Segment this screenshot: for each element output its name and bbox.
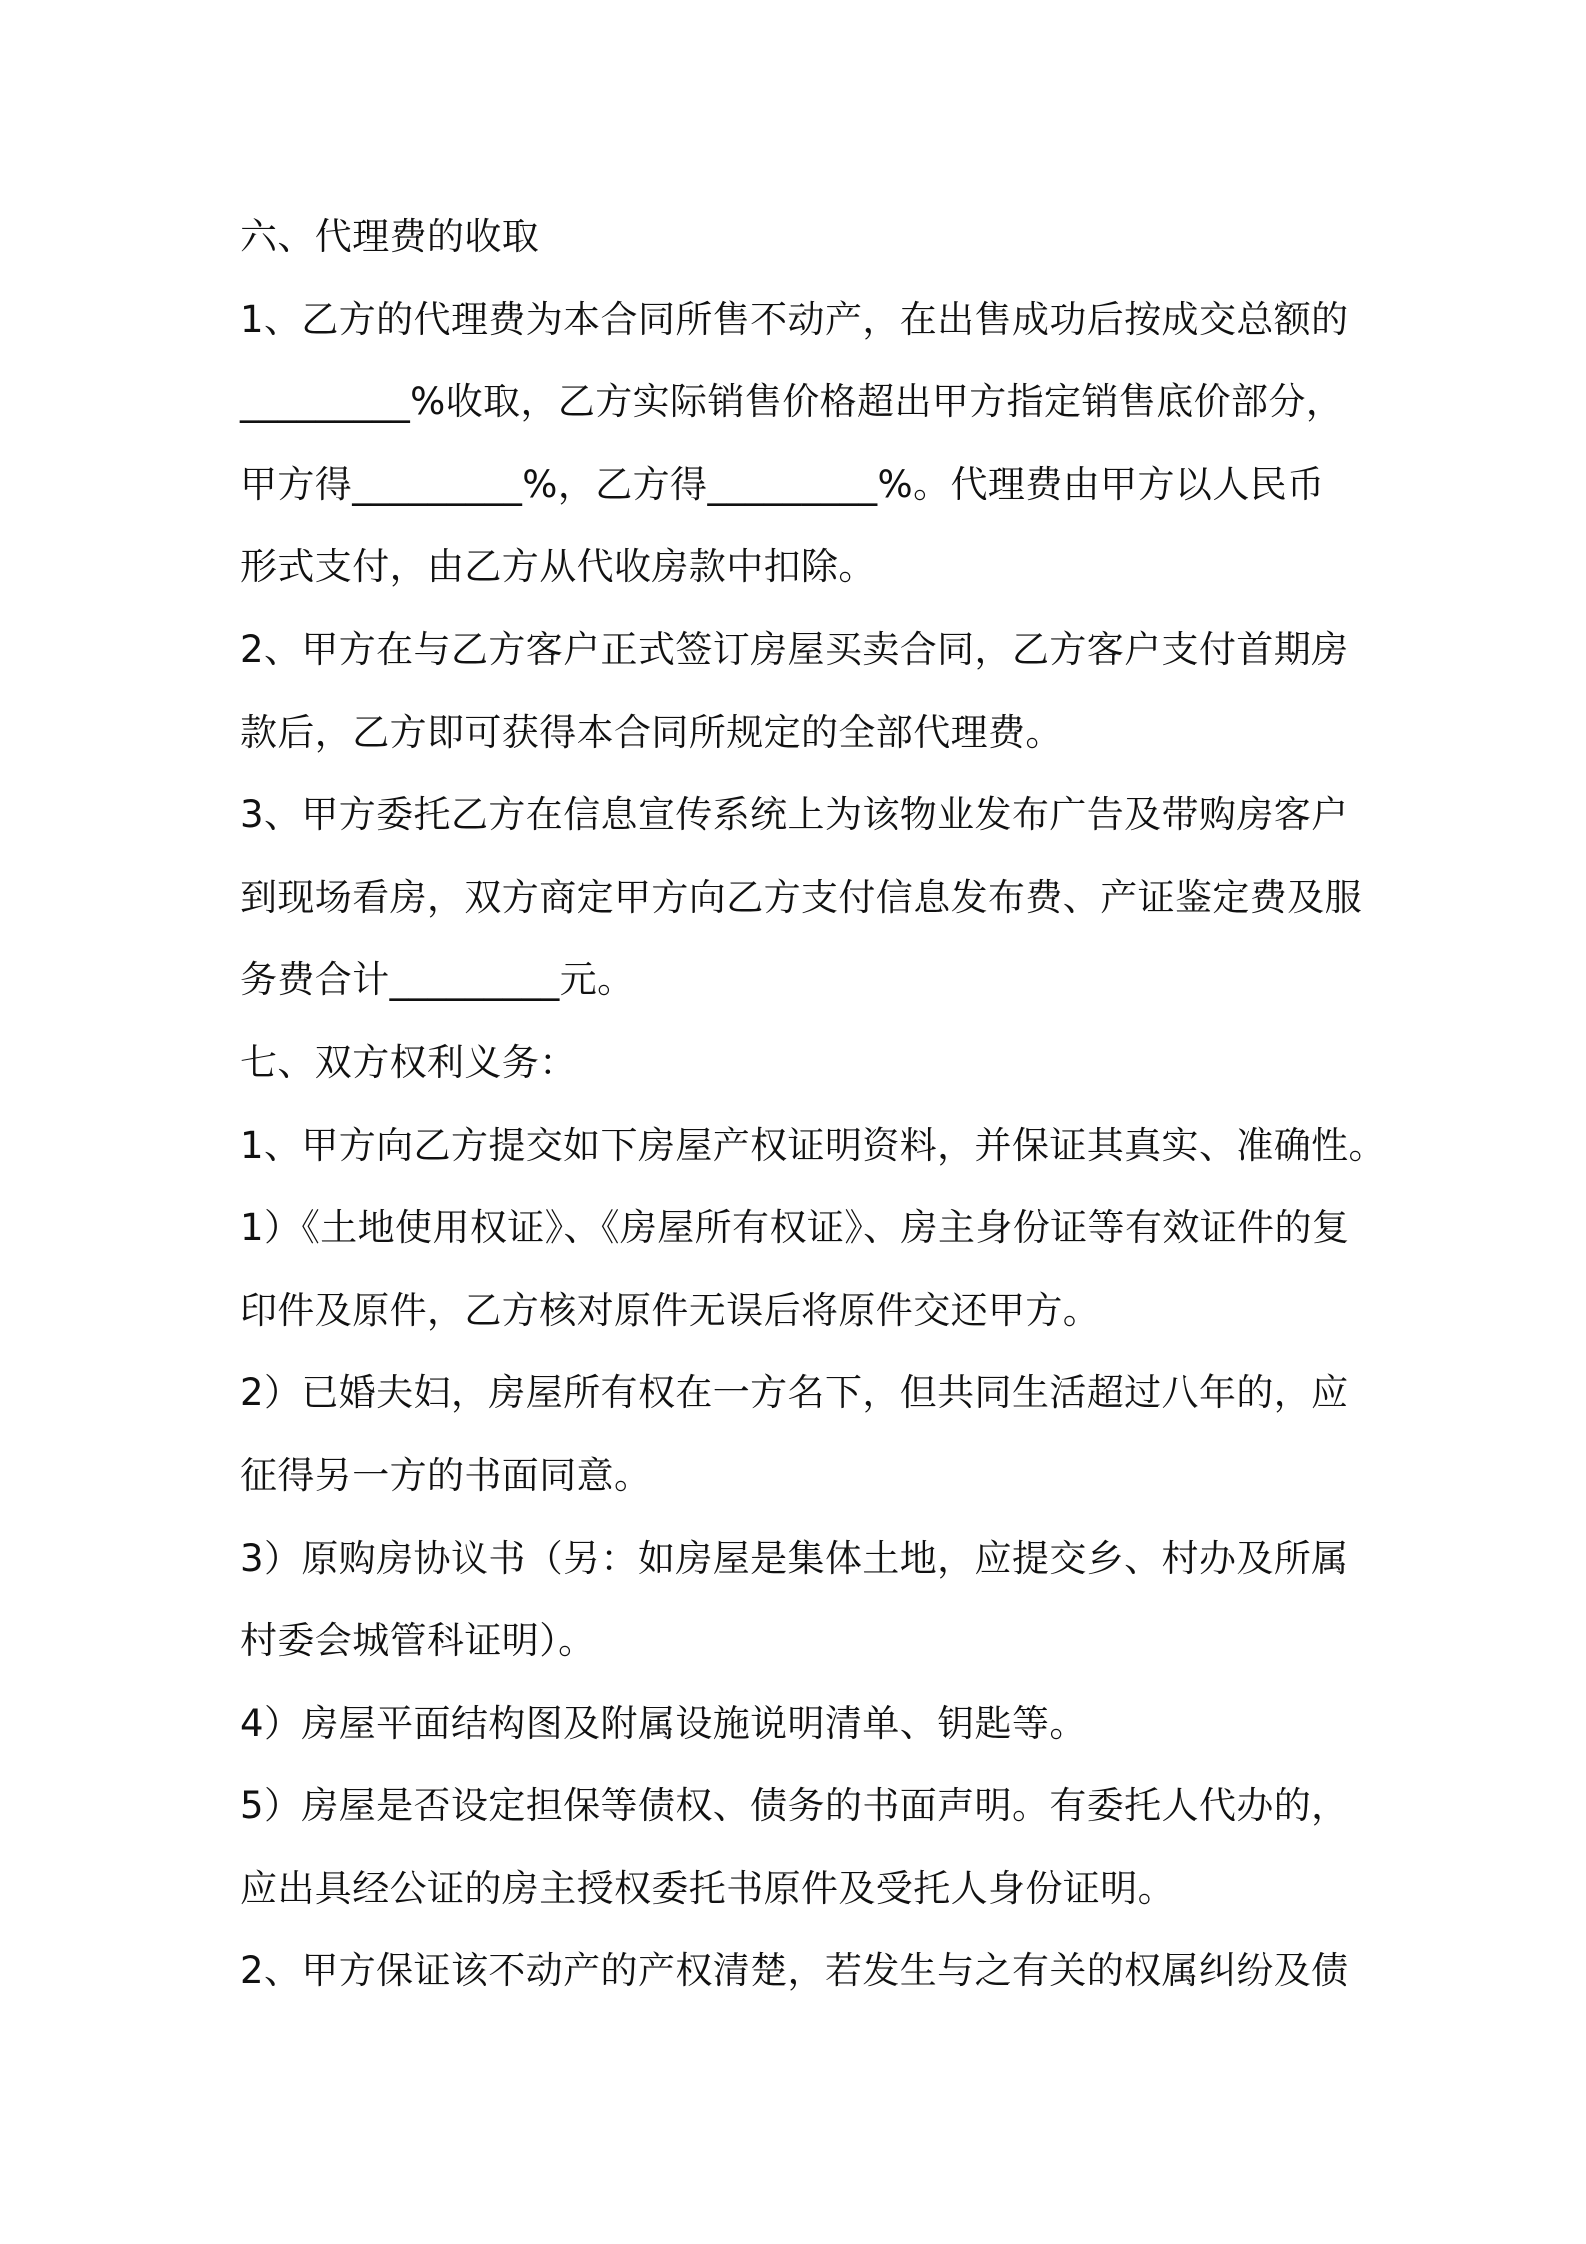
paragraph-line: 3）原购房协议书（另：如房屋是集体土地，应提交乡、村办及所属 <box>240 1536 1349 1580</box>
paragraph-line: 形式支付，由乙方从代收房款中扣除。 <box>240 545 876 589</box>
paragraph-line: 2）已婚夫妇，房屋所有权在一方名下，但共同生活超过八年的，应 <box>240 1371 1349 1415</box>
paragraph-line: 印件及原件，乙方核对原件无误后将原件交还甲方。 <box>240 1288 1101 1332</box>
paragraph-line: 到现场看房，双方商定甲方向乙方支付信息发布费、产证鉴定费及服 <box>240 875 1362 919</box>
paragraph-line: 甲方得_________%，乙方得_________%。代理费由甲方以人民币 <box>240 462 1325 506</box>
paragraph-line: 征得另一方的书面同意。 <box>240 1453 652 1497</box>
paragraph-line: 1、甲方向乙方提交如下房屋产权证明资料，并保证其真实、准确性。 <box>240 1123 1386 1167</box>
paragraph-line: 5）房屋是否设定担保等债权、债务的书面声明。有委托人代办的， <box>240 1784 1349 1828</box>
paragraph-line: 应出具经公证的房主授权委托书原件及受托人身份证明。 <box>240 1866 1175 1910</box>
paragraph-line: 1、乙方的代理费为本合同所售不动产，在出售成功后按成交总额的 <box>240 297 1349 341</box>
paragraph-line: 务费合计_________元。 <box>240 958 635 1002</box>
paragraph-line: 款后，乙方即可获得本合同所规定的全部代理费。 <box>240 710 1063 754</box>
section-heading-agency-fee: 六、代理费的收取 <box>240 215 540 258</box>
paragraph-line: _________%收取，乙方实际销售价格超出甲方指定销售底价部分， <box>240 380 1344 424</box>
paragraph-line: 2、甲方保证该不动产的产权清楚，若发生与之有关的权属纠纷及债 <box>240 1949 1349 1993</box>
paragraph-line: 2、甲方在与乙方客户正式签订房屋买卖合同，乙方客户支付首期房 <box>240 627 1349 671</box>
paragraph-line: 3、甲方委托乙方在信息宣传系统上为该物业发布广告及带购房客户 <box>240 793 1349 837</box>
paragraph-line: 4）房屋平面结构图及附属设施说明清单、钥匙等。 <box>240 1701 1087 1745</box>
section-heading-rights-obligations: 七、双方权利义务： <box>240 1040 577 1084</box>
paragraph-line: 1）《土地使用权证》、《房屋所有权证》、房主身份证等有效证件的复 <box>240 1206 1350 1250</box>
paragraph-line: 村委会城管科证明）。 <box>240 1619 596 1663</box>
document-body <box>240 196 1386 2013</box>
